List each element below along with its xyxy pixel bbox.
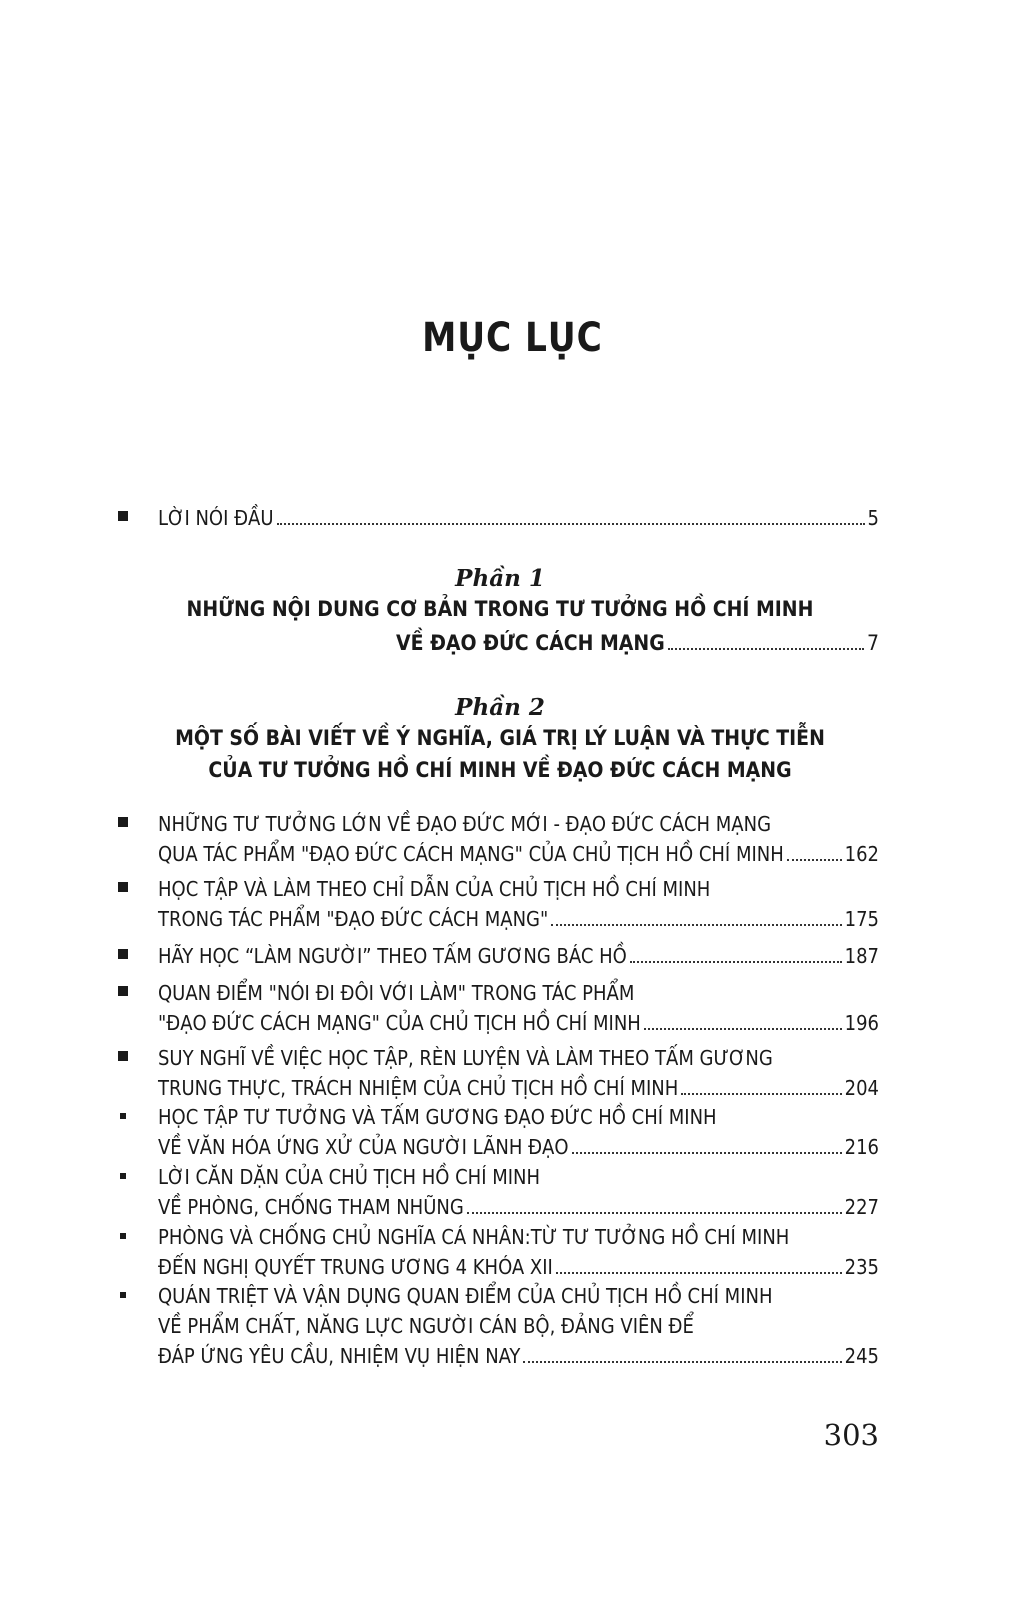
toc-bullet: [120, 1173, 126, 1179]
toc-bullet: [120, 1233, 126, 1239]
toc-page-number: 245: [844, 1344, 879, 1368]
toc-entry-line[interactable]: [158, 1132, 879, 1162]
toc-entry-text: "ĐẠO ĐỨC CÁCH MẠNG" CỦA CHỦ TỊCH HỒ CHÍ MINH: [158, 1011, 641, 1035]
toc-page-number: 7: [866, 631, 879, 655]
toc-entry-text: TRUNG THỰC, TRÁCH NHIỆM CỦA CHỦ TỊCH HỒ CHÍ MINH: [158, 1076, 679, 1100]
toc-entry-text: VỀ PHÒNG, CHỐNG THAM NHŨNG: [158, 1195, 464, 1219]
toc-leader-dots: [787, 859, 842, 861]
toc-leader-dots: [644, 1028, 842, 1030]
toc-leader-dots: [572, 1152, 842, 1154]
toc-entry-text: ĐẾN NGHỊ QUYẾT TRUNG ƯƠNG 4 KHÓA XII: [158, 1255, 553, 1279]
toc-leader-dots: [551, 924, 841, 926]
toc-bullet: [118, 1051, 128, 1061]
toc-page-number: 196: [844, 1011, 879, 1035]
toc-entry-text: LỜI CĂN DẶN CỦA CHỦ TỊCH HỒ CHÍ MINH: [158, 1165, 541, 1189]
toc-entry-line[interactable]: [158, 941, 879, 971]
toc-page-number: 227: [844, 1195, 879, 1219]
toc-bullet: [118, 511, 128, 521]
toc-entry-line[interactable]: [158, 1192, 879, 1222]
toc-leader-dots: [630, 961, 842, 963]
toc-entry-line[interactable]: [158, 874, 879, 904]
toc-entry-line[interactable]: [158, 1043, 879, 1073]
toc-entry-text: SUY NGHĨ VỀ VIỆC HỌC TẬP, RÈN LUYỆN VÀ LÀM THEO TẤM GƯƠNG: [158, 1046, 773, 1070]
toc-entry-line[interactable]: [158, 904, 879, 934]
toc-leader-dots: [277, 523, 865, 525]
toc-entry-text: QUAN ĐIỂM "NÓI ĐI ĐÔI VỚI LÀM" TRONG TÁC PHẨM: [158, 981, 635, 1005]
toc-bullet: [120, 1292, 126, 1298]
toc-leader-dots: [467, 1212, 842, 1214]
toc-entry-line[interactable]: [158, 1102, 879, 1132]
toc-entry-intro[interactable]: [158, 503, 879, 533]
toc-entry-line[interactable]: [158, 1252, 879, 1282]
toc-bullet: [118, 882, 128, 892]
toc-entry-text: HÃY HỌC “LÀM NGƯỜI” THEO TẤM GƯƠNG BÁC HỒ: [158, 944, 627, 968]
toc-page-number: 216: [844, 1135, 879, 1159]
toc-bullet: [120, 1113, 126, 1119]
toc-entry-text: TRONG TÁC PHẨM "ĐẠO ĐỨC CÁCH MẠNG": [158, 907, 549, 931]
toc-entry-text: NHỮNG TƯ TƯỞNG LỚN VỀ ĐẠO ĐỨC MỚI - ĐẠO ĐỨC CÁCH MẠNG: [158, 812, 772, 836]
toc-entry-text: HỌC TẬP VÀ LÀM THEO CHỈ DẪN CỦA CHỦ TỊCH HỒ CHÍ MINH: [158, 877, 711, 901]
part-2-title-line1: MỘT SỐ BÀI VIẾT VỀ Ý NGHĨA, GIÁ TRỊ LÝ LUẬN VÀ THỰC TIỄN: [175, 726, 825, 750]
part-1-title-line1: NHỮNG NỘI DUNG CƠ BẢN TRONG TƯ TƯỞNG HỒ CHÍ MINH: [186, 597, 814, 621]
toc-leader-dots: [681, 1093, 841, 1095]
toc-page-number: 235: [844, 1255, 879, 1279]
toc-page-number: 5: [867, 506, 879, 530]
toc-entry-line[interactable]: [158, 1341, 879, 1371]
toc-entry-text: VỀ VĂN HÓA ỨNG XỬ CỦA NGƯỜI LÃNH ĐẠO: [158, 1135, 569, 1159]
toc-page-number: 187: [844, 944, 879, 968]
page-title: MỤC LỤC: [422, 315, 603, 361]
toc-bullet: [118, 817, 128, 827]
toc-page-number: 204: [844, 1076, 879, 1100]
part-2-title-line2: CỦA TƯ TƯỞNG HỒ CHÍ MINH VỀ ĐẠO ĐỨC CÁCH MẠNG: [208, 758, 792, 782]
part-2-label: Phần 2: [455, 694, 545, 721]
toc-entry-text: LỜI NÓI ĐẦU: [158, 506, 274, 530]
toc-entry-line[interactable]: [158, 978, 879, 1008]
toc-entry-text: QUA TÁC PHẨM "ĐẠO ĐỨC CÁCH MẠNG" CỦA CHỦ TỊCH HỒ CHÍ MINH: [158, 842, 784, 866]
toc-entry-line[interactable]: [158, 1162, 879, 1192]
toc-entry-text: QUÁN TRIỆT VÀ VẬN DỤNG QUAN ĐIỂM CỦA CHỦ TỊCH HỒ CHÍ MINH: [158, 1284, 773, 1308]
toc-entry-text: ĐÁP ỨNG YÊU CẦU, NHIỆM VỤ HIỆN NAY: [158, 1344, 521, 1368]
toc-leader-dots: [668, 648, 864, 650]
toc-entry-line[interactable]: [158, 1281, 879, 1311]
toc-leader-dots: [556, 1272, 842, 1274]
toc-bullet: [118, 986, 128, 996]
part-1-title-text: VỀ ĐẠO ĐỨC CÁCH MẠNG: [396, 631, 665, 655]
toc-bullet: [118, 949, 128, 959]
page-number: 303: [823, 1418, 879, 1452]
toc-entry-text: PHÒNG VÀ CHỐNG CHỦ NGHĨA CÁ NHÂN:TỪ TƯ TƯỞNG HỒ CHÍ MINH: [158, 1225, 790, 1249]
toc-entry-line[interactable]: [158, 1008, 879, 1038]
toc-entry-line[interactable]: [158, 1222, 879, 1252]
toc-leader-dots: [523, 1361, 841, 1363]
toc-page-number: 175: [844, 907, 879, 931]
part-1-title-line2[interactable]: [396, 628, 879, 658]
toc-entry-text: VỀ PHẨM CHẤT, NĂNG LỰC NGƯỜI CÁN BỘ, ĐẢNG VIÊN ĐỂ: [158, 1314, 694, 1338]
toc-entry-line[interactable]: [158, 1073, 879, 1103]
toc-page-number: 162: [844, 842, 879, 866]
toc-entry-line[interactable]: [158, 1311, 879, 1341]
toc-entry-line[interactable]: [158, 839, 879, 869]
toc-entry-line[interactable]: [158, 809, 879, 839]
part-1-label: Phần 1: [455, 565, 545, 592]
toc-entry-text: HỌC TẬP TƯ TƯỞNG VÀ TẤM GƯƠNG ĐẠO ĐỨC HỒ CHÍ MINH: [158, 1105, 717, 1129]
